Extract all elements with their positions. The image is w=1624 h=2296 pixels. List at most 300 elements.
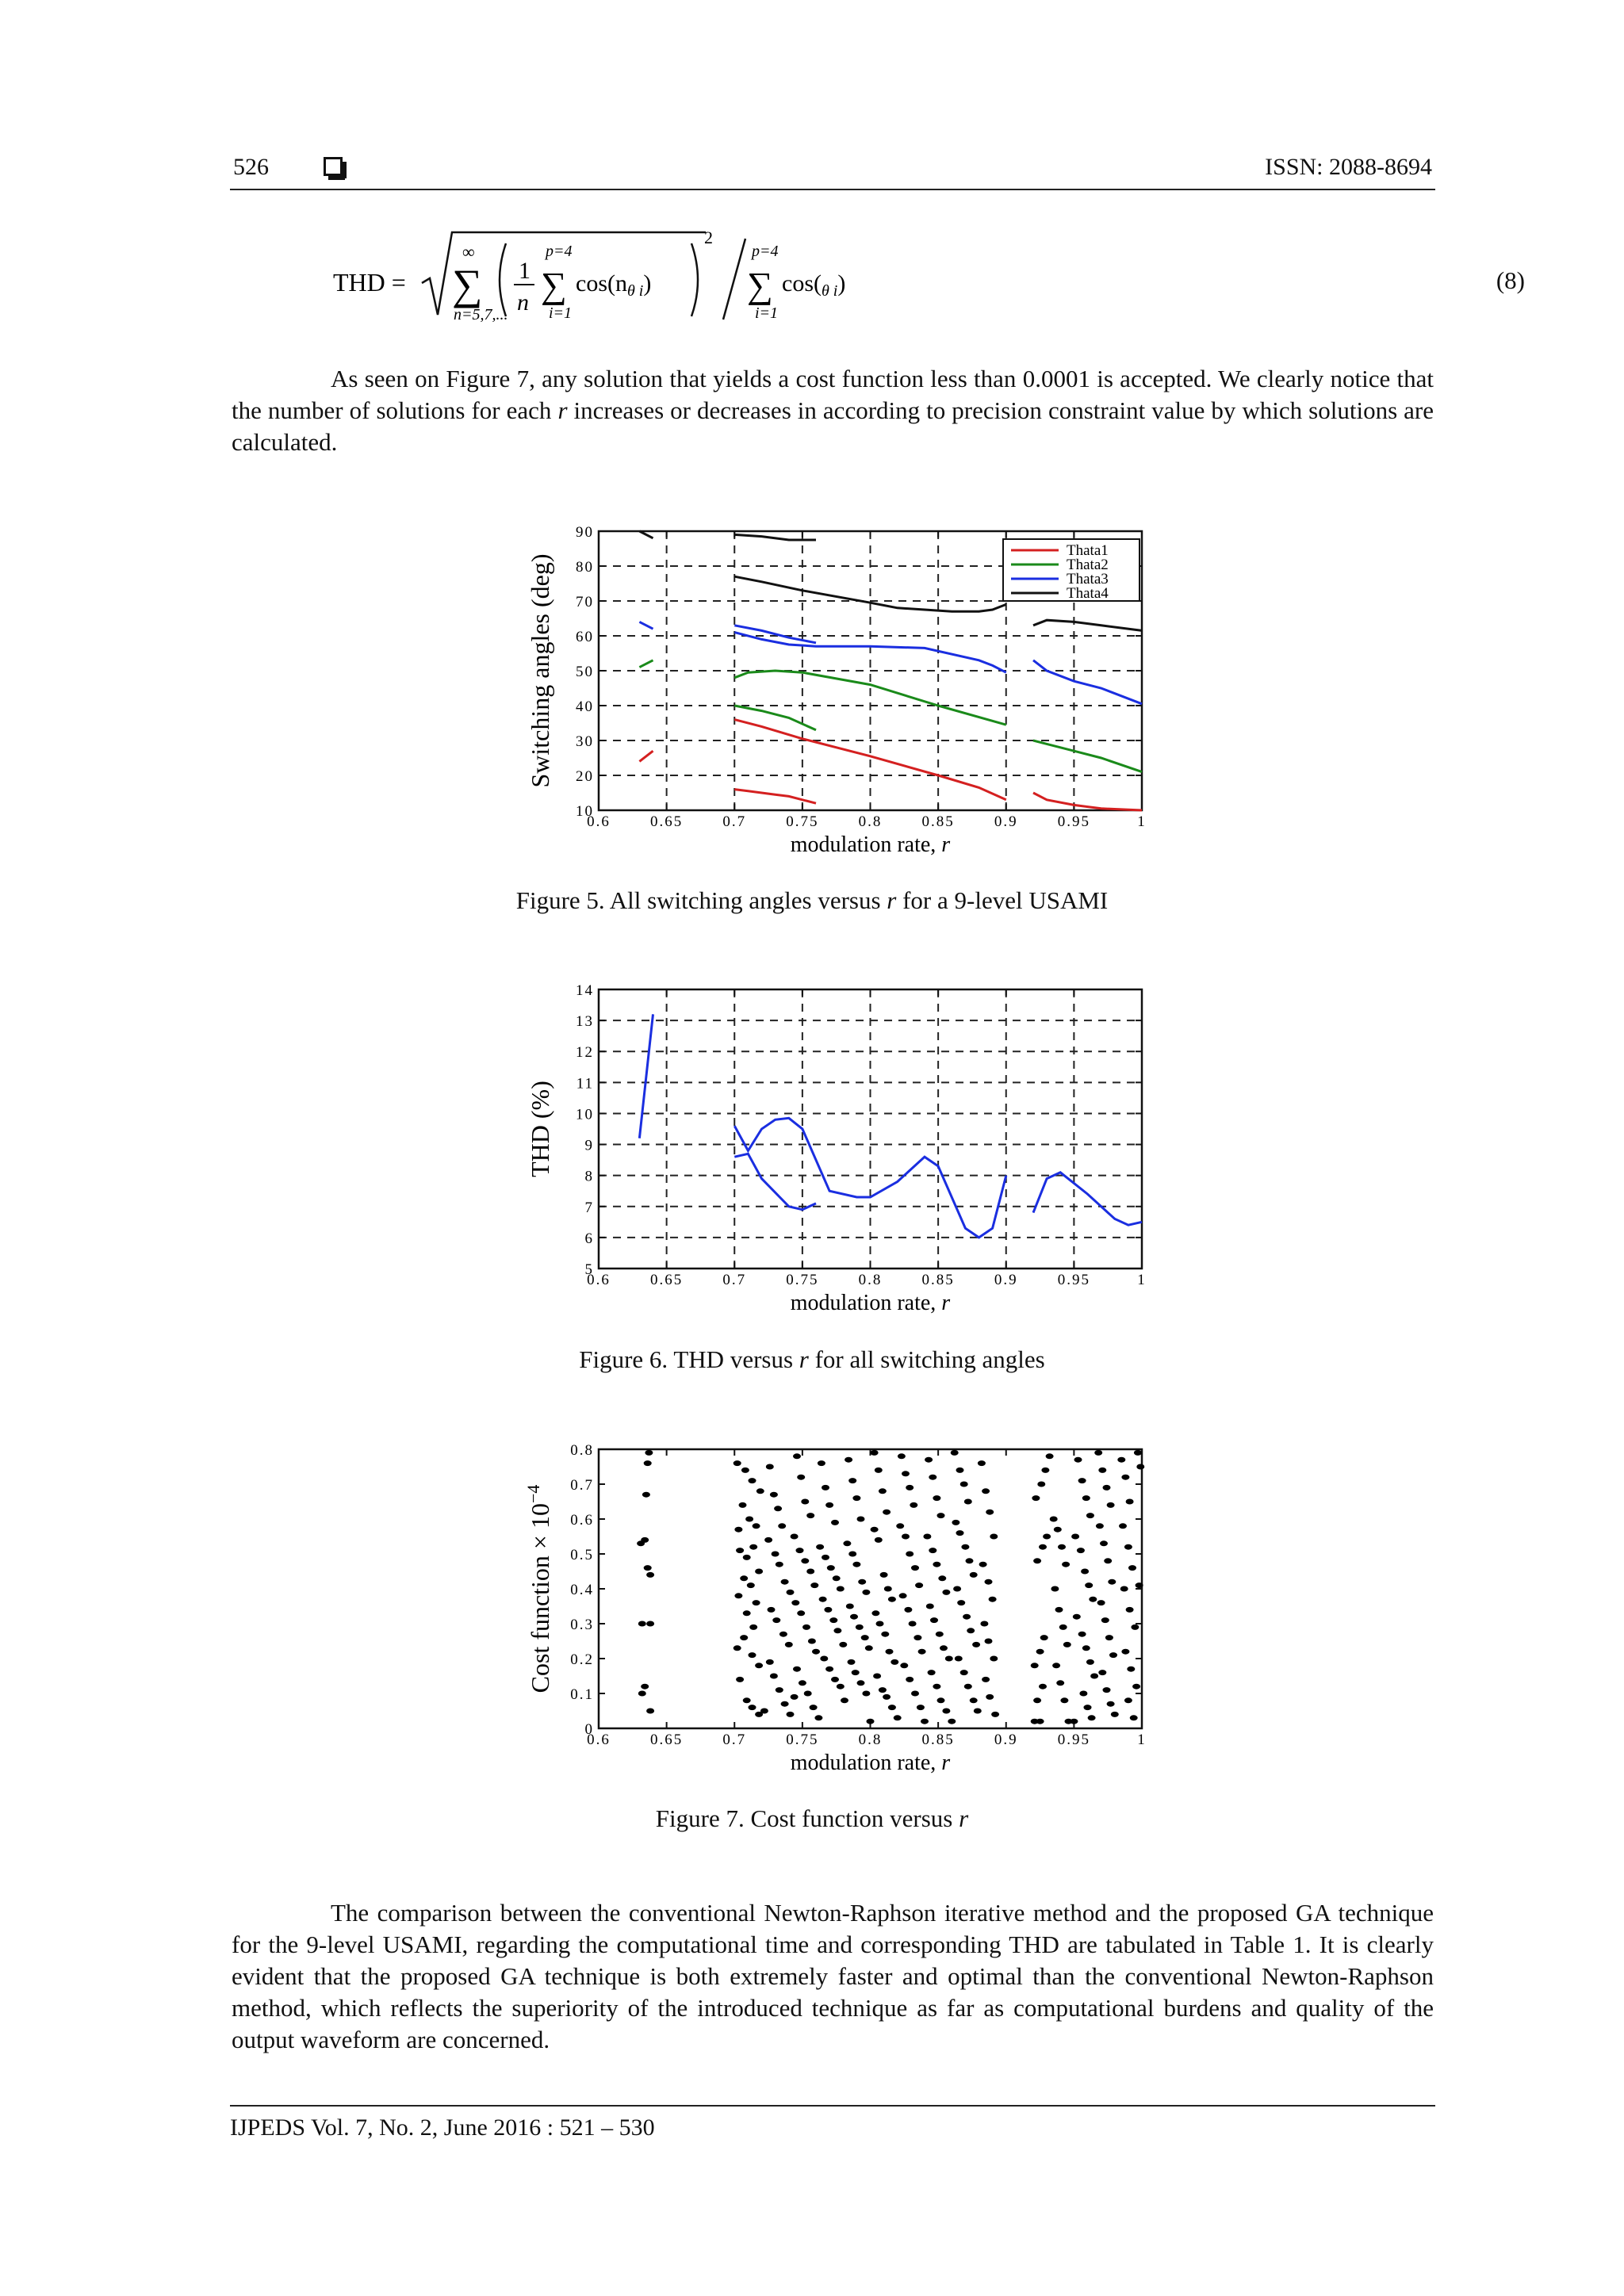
data-point [739, 1502, 747, 1508]
y-tick-label: 7 [584, 1199, 594, 1216]
plot-frame [599, 1449, 1142, 1728]
legend [1003, 539, 1139, 602]
data-point [1041, 1468, 1049, 1473]
x-tick-label: 0.6 [587, 1732, 611, 1748]
data-point [1074, 1457, 1082, 1463]
data-point [886, 1649, 894, 1655]
data-point [774, 1506, 782, 1511]
x-tick-label: 0.75 [786, 1732, 819, 1748]
data-point [646, 1621, 654, 1627]
x-tick-label: 0.65 [650, 1732, 684, 1748]
data-point [1062, 1562, 1070, 1567]
data-point [914, 1635, 921, 1640]
data-point [797, 1475, 805, 1480]
data-point [857, 1680, 865, 1686]
eq-sum-lower: n=5,7,... [454, 306, 508, 323]
data-point [772, 1617, 780, 1623]
data-point [837, 1586, 845, 1592]
y-tick-label: 0.6 [570, 1512, 594, 1529]
data-point [743, 1697, 751, 1703]
data-point [937, 1513, 945, 1518]
x-axis-label-var: r [941, 1751, 951, 1775]
y-tick-label: 5 [584, 1261, 594, 1278]
data-point [820, 1656, 828, 1662]
data-point [1109, 1652, 1117, 1658]
data-point [1119, 1523, 1127, 1529]
data-point [966, 1558, 974, 1563]
data-point [793, 1667, 801, 1672]
data-point [638, 1621, 646, 1627]
x-tick-label: 0.75 [786, 1272, 819, 1288]
data-point [1036, 1719, 1044, 1724]
data-point [753, 1600, 760, 1605]
y-tick-label: 0 [584, 1721, 594, 1738]
data-point [787, 1590, 795, 1595]
data-point [801, 1558, 809, 1563]
series-thata2 [639, 660, 1142, 772]
x-tick-label: 0.85 [921, 813, 955, 830]
data-point [740, 1575, 748, 1581]
data-point [1056, 1680, 1064, 1686]
y-tick-label: 0.8 [570, 1442, 594, 1459]
data-point [743, 1555, 751, 1560]
y-tick-label: 70 [576, 594, 594, 610]
data-point [1060, 1697, 1068, 1703]
x-tick-label: 0.95 [1057, 1732, 1090, 1748]
y-axis-label-exponent: −4 [523, 1484, 543, 1504]
series-line [639, 1014, 653, 1138]
data-point [978, 1460, 986, 1466]
data-point [1098, 1468, 1106, 1473]
data-point [801, 1499, 809, 1505]
data-point [799, 1680, 806, 1686]
y-tick-label: 0.7 [570, 1477, 594, 1494]
data-point [747, 1582, 755, 1588]
data-point [734, 1593, 742, 1598]
data-point [926, 1604, 934, 1609]
data-point [778, 1523, 786, 1529]
legend-label: Thata4 [1067, 585, 1109, 602]
paragraph-1 [232, 363, 1434, 458]
data-point [955, 1656, 963, 1662]
grid [599, 989, 1142, 1269]
x-tick-label: 0.8 [858, 1732, 883, 1748]
data-point [960, 1482, 968, 1487]
data-point [749, 1478, 756, 1483]
y-tick-label: 14 [576, 982, 594, 999]
x-tick-label: 0.9 [994, 1732, 1018, 1748]
data-point [970, 1697, 978, 1703]
data-point [1078, 1478, 1086, 1483]
data-point [936, 1632, 944, 1637]
data-point [871, 1527, 879, 1533]
data-point [642, 1492, 650, 1498]
data-point [781, 1701, 789, 1707]
data-point [1126, 1607, 1134, 1613]
data-point [1033, 1697, 1041, 1703]
data-point [839, 1642, 847, 1647]
y-tick-label: 0.1 [570, 1686, 594, 1703]
data-point [1130, 1715, 1138, 1720]
data-point [991, 1712, 999, 1717]
data-point [879, 1488, 887, 1494]
series-line [734, 626, 816, 643]
data-point [779, 1632, 787, 1637]
series-line [1033, 1173, 1142, 1225]
data-point [641, 1537, 649, 1543]
data-point [1111, 1712, 1119, 1717]
plot-frame [599, 989, 1142, 1269]
x-tick-label: 0.8 [858, 1272, 883, 1288]
data-point [952, 1520, 959, 1525]
data-point [906, 1552, 914, 1557]
data-point [766, 1659, 774, 1665]
data-point [837, 1684, 845, 1689]
data-point [923, 1534, 931, 1540]
data-point [753, 1523, 760, 1529]
data-point [1136, 1464, 1144, 1470]
data-point [1124, 1544, 1132, 1550]
data-point [1090, 1674, 1098, 1679]
data-point [881, 1632, 889, 1637]
x-tick-label: 0.6 [587, 1272, 611, 1288]
data-point [831, 1520, 839, 1525]
y-tick-label: 12 [576, 1044, 594, 1062]
data-point [818, 1460, 825, 1466]
data-point [770, 1674, 778, 1679]
y-tick-label: 8 [584, 1168, 594, 1185]
legend-label: Thata3 [1067, 571, 1109, 587]
eq-lhs: THD = [333, 268, 406, 297]
data-point [858, 1579, 866, 1585]
data-point [982, 1677, 990, 1682]
data-point [964, 1684, 972, 1689]
y-tick-label: 30 [576, 733, 594, 750]
data-point [781, 1579, 789, 1585]
data-point [812, 1649, 820, 1655]
data-point [1043, 1534, 1051, 1540]
data-point [953, 1586, 961, 1592]
data-point [956, 1530, 964, 1536]
data-point [846, 1604, 854, 1609]
data-point [791, 1600, 799, 1605]
data-point [902, 1534, 910, 1540]
data-point [862, 1590, 870, 1595]
y-tick-label: 90 [576, 524, 594, 541]
data-point [1032, 1495, 1040, 1501]
data-point [756, 1488, 764, 1494]
data-point [1079, 1691, 1087, 1697]
y-axis-label: Cost function × $10^{-4}$ [523, 1484, 554, 1693]
data-point [911, 1691, 919, 1697]
data-point [925, 1457, 933, 1463]
data-point [888, 1597, 896, 1602]
data-point [822, 1485, 829, 1490]
data-point [906, 1677, 914, 1682]
x-tick-label: 0.75 [786, 813, 819, 830]
series-line [639, 660, 653, 668]
data-point [822, 1555, 829, 1560]
data-point [797, 1610, 805, 1616]
x-tick-label: 0.65 [650, 1272, 684, 1288]
y-tick-label: 50 [576, 664, 594, 680]
data-point [825, 1502, 833, 1508]
data-point [1039, 1684, 1047, 1689]
box-icon [324, 157, 343, 176]
data-point [894, 1715, 902, 1720]
issn: ISSN: 2088-8694 [1265, 154, 1432, 180]
data-point [776, 1687, 783, 1693]
page-header [230, 151, 1435, 190]
data-point [915, 1582, 923, 1588]
x-tick-label: 0.95 [1057, 1272, 1090, 1288]
data-point [875, 1468, 883, 1473]
x-tick-label: 0.9 [994, 1272, 1018, 1288]
scatter-points [637, 1450, 1144, 1724]
data-point [829, 1617, 837, 1623]
data-point [1081, 1569, 1089, 1575]
data-point [910, 1502, 917, 1508]
page-number: 526 [233, 154, 269, 180]
data-point [810, 1705, 818, 1710]
data-point [1086, 1513, 1094, 1518]
data-point [848, 1552, 856, 1557]
data-point [808, 1639, 816, 1644]
data-point [929, 1475, 936, 1480]
data-point [802, 1624, 810, 1630]
series-line [1033, 620, 1142, 630]
data-point [1031, 1663, 1039, 1668]
data-point [921, 1719, 929, 1724]
data-point [841, 1697, 848, 1703]
data-point [1088, 1715, 1096, 1720]
data-point [768, 1607, 776, 1613]
data-point [831, 1677, 839, 1682]
eq-inner-lower: i=1 [549, 304, 573, 322]
data-point [1059, 1624, 1067, 1630]
data-point [770, 1492, 778, 1498]
eq-frac-den: n [517, 289, 529, 316]
data-point [646, 1709, 654, 1714]
data-point [743, 1610, 751, 1616]
data-point [766, 1464, 774, 1470]
data-point [791, 1534, 799, 1540]
paragraph-1-text: As seen on Figure 7, any solution that yields a cost function less than 0.0001 is accepted. We clearly notice that the number of solutions for each r increases or decreases in according to precision constraint value by which solutions are calculated. [232, 365, 1434, 456]
figure-5-caption: Figure 5. All switching angles versus r for a 9-level USAMI [515, 886, 1109, 914]
footer-citation: IJPEDS Vol. 7, No. 2, June 2016 : 521 – 530 [230, 2114, 655, 2141]
x-tick-label: 0.6 [587, 813, 611, 830]
data-point [1132, 1684, 1140, 1689]
data-point [982, 1488, 990, 1494]
data-point [1126, 1499, 1134, 1505]
series-line [1033, 793, 1142, 810]
legend-label: Thata2 [1067, 557, 1109, 573]
data-point [900, 1663, 908, 1668]
data-point [641, 1684, 649, 1689]
data-point [1084, 1705, 1092, 1710]
data-point [942, 1709, 950, 1714]
data-point [861, 1635, 869, 1640]
series-line [734, 790, 816, 804]
data-point [819, 1597, 827, 1602]
paragraph-2-text: The comparison between the conventional Newton-Raphson iterative method and the proposed GA technique for the 9-level USAMI, regarding the computational time and corresponding THD are tabulated in Table 1. It is clearly evident that the proposed GA technique is both extremely faster and optimal than the conventional Newton-Raphson method, which reflects the superiority of the introduced technique as far as computational burdens and quality of the output waveform are concerned. [232, 1899, 1434, 2053]
data-point [785, 1642, 793, 1647]
legend-label: Thata1 [1067, 542, 1109, 559]
data-point [904, 1607, 912, 1613]
data-point [848, 1659, 856, 1665]
data-point [755, 1569, 763, 1575]
data-point [806, 1569, 814, 1575]
data-point [827, 1565, 835, 1571]
figure-6-chart [508, 974, 1158, 1322]
y-tick-label: 80 [576, 559, 594, 576]
paragraph-2 [232, 1897, 1434, 2056]
data-point [1085, 1582, 1093, 1588]
x-tick-label: 1 [1137, 1272, 1147, 1288]
y-tick-label: 11 [576, 1075, 594, 1093]
series-thd [639, 1014, 1142, 1238]
y-tick-label: 10 [576, 1106, 594, 1123]
x-tick-label: 1 [1137, 1732, 1147, 1748]
data-point [749, 1705, 756, 1710]
data-point [940, 1645, 948, 1651]
data-point [1131, 1624, 1139, 1630]
data-point [933, 1562, 940, 1567]
data-point [816, 1544, 824, 1550]
eq-inner-sum-sign: ∑ [541, 265, 567, 305]
y-axis-label: Switching angles (deg) [526, 553, 554, 788]
data-point [1127, 1667, 1135, 1672]
eq-frac-num: 1 [519, 258, 530, 284]
data-point [883, 1694, 891, 1700]
data-point [1096, 1523, 1104, 1529]
data-point [899, 1593, 907, 1598]
data-point [1089, 1597, 1097, 1602]
x-axis-label: modulation rate, r [790, 1291, 951, 1315]
data-point [871, 1610, 879, 1616]
right-paren [691, 243, 698, 316]
data-point [1108, 1579, 1116, 1585]
series-line [1033, 660, 1142, 704]
equation-number: (8) [1496, 266, 1525, 294]
data-point [745, 1517, 753, 1522]
data-point [986, 1694, 994, 1700]
figure-7-caption: Figure 7. Cost function versus r [655, 1804, 969, 1832]
eq-den-term: $\cos(_{\theta i})$ [782, 270, 846, 300]
data-point [1103, 1485, 1111, 1490]
data-point [852, 1495, 860, 1501]
eq-inner-upper: p=4 [546, 243, 573, 260]
data-point [804, 1691, 812, 1697]
data-point [1124, 1697, 1132, 1703]
equation-graphic [333, 226, 1205, 329]
data-point [945, 1656, 953, 1662]
data-point [929, 1548, 936, 1553]
data-point [871, 1450, 879, 1456]
x-axis-label: modulation rate, r [790, 1751, 951, 1775]
data-point [772, 1552, 779, 1557]
data-point [862, 1691, 870, 1697]
data-point [1097, 1600, 1105, 1605]
data-point [1120, 1586, 1128, 1592]
data-point [972, 1642, 980, 1647]
data-point [1046, 1453, 1054, 1459]
data-point [938, 1575, 946, 1581]
y-tick-label: 9 [584, 1137, 594, 1154]
data-point [928, 1670, 936, 1675]
data-point [734, 1527, 742, 1533]
data-point [979, 1562, 987, 1567]
data-point [883, 1510, 891, 1515]
data-point [814, 1715, 822, 1720]
data-point [1100, 1540, 1108, 1546]
x-tick-label: 0.8 [858, 813, 883, 830]
data-point [644, 1565, 652, 1571]
data-point [1070, 1719, 1078, 1724]
data-point [848, 1478, 856, 1483]
data-point [1071, 1534, 1079, 1540]
data-point [884, 1586, 892, 1592]
data-point [644, 1460, 652, 1466]
data-point [902, 1471, 910, 1476]
data-point [741, 1468, 749, 1473]
data-point [852, 1562, 860, 1567]
x-tick-label: 0.7 [722, 1272, 747, 1288]
data-point [736, 1548, 744, 1553]
data-point [1078, 1632, 1086, 1637]
y-tick-label: 20 [576, 768, 594, 785]
data-point [1077, 1548, 1085, 1553]
data-point [825, 1667, 833, 1672]
y-tick-label: 0.2 [570, 1651, 594, 1668]
data-point [1104, 1558, 1112, 1563]
series-line [734, 534, 816, 540]
data-point [951, 1450, 959, 1456]
x-tick-label: 0.65 [650, 813, 684, 830]
data-point [898, 1453, 906, 1459]
series-line [734, 1154, 816, 1209]
data-point [879, 1687, 887, 1693]
figure-5-chart [508, 515, 1158, 864]
y-tick-label: 6 [584, 1230, 594, 1247]
data-point [1121, 1649, 1129, 1655]
data-point [970, 1572, 978, 1578]
data-point [986, 1510, 994, 1515]
data-point [909, 1621, 917, 1627]
x-axis-label: modulation rate, r [790, 832, 951, 857]
x-tick-label: 0.7 [722, 1732, 747, 1748]
y-tick-label: 13 [576, 1013, 594, 1031]
eq-sum-sign: ∑ [452, 261, 483, 308]
division-slash [723, 239, 745, 320]
data-point [1094, 1450, 1102, 1456]
series-line [639, 751, 653, 761]
data-point [764, 1537, 772, 1543]
data-point [857, 1517, 865, 1522]
data-point [749, 1624, 757, 1630]
data-point [867, 1719, 875, 1724]
data-point [1086, 1659, 1094, 1665]
data-point [930, 1617, 938, 1623]
data-point [963, 1614, 971, 1620]
data-point [964, 1499, 972, 1505]
data-point [793, 1453, 801, 1459]
data-point [796, 1548, 804, 1553]
x-tick-label: 0.95 [1057, 813, 1090, 830]
data-point [1107, 1701, 1115, 1707]
data-point [933, 1684, 940, 1689]
data-point [1098, 1670, 1106, 1675]
